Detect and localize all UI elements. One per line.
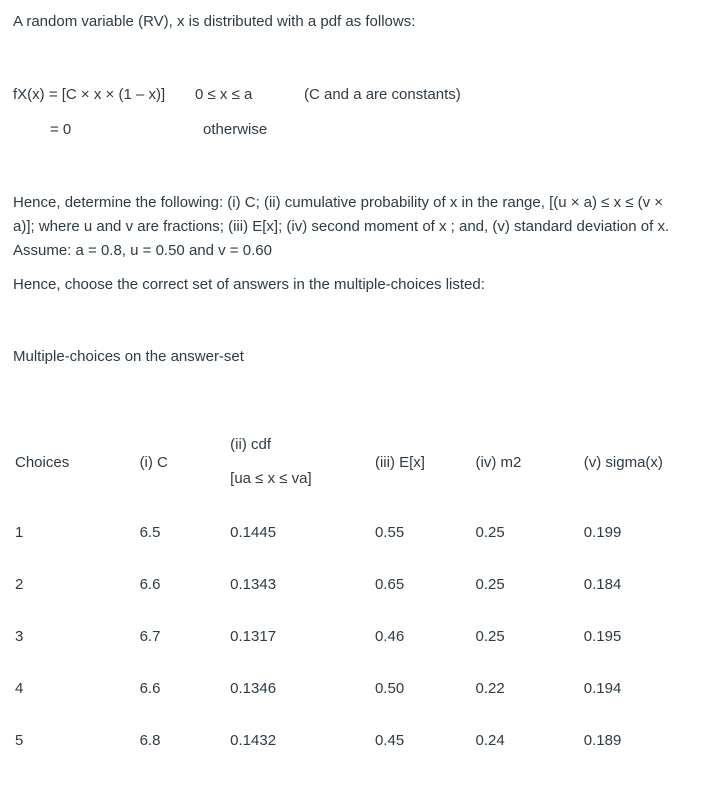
cell-choice: 5	[15, 731, 24, 749]
cell-expectation: 0.45	[374, 731, 405, 749]
header-cdf-range: [ua ≤ x ≤ va]	[230, 470, 312, 487]
cell-choice: 3	[15, 627, 24, 645]
header-cdf-title: (ii) cdf	[230, 436, 271, 453]
cell-c: 6.7	[139, 627, 161, 645]
cell-cdf: 0.1346	[230, 679, 277, 697]
cell-second-moment: 0.25	[475, 627, 505, 645]
cell-expectation: 0.46	[374, 627, 405, 645]
cell-second-moment: 0.24	[475, 731, 505, 749]
cell-second-moment: 0.25	[475, 575, 505, 593]
cell-c: 6.5	[139, 523, 161, 541]
table-row	[0, 506, 723, 558]
pdf-expression: fX(x) = [C × x × (1 – x)]	[13, 86, 166, 103]
header-expectation: (iii) E[x]	[374, 453, 425, 471]
cell-choice: 1	[15, 523, 24, 541]
cell-second-moment: 0.25	[475, 523, 505, 541]
cell-sigma: 0.195	[583, 627, 622, 645]
cell-sigma: 0.189	[583, 731, 622, 749]
table-row	[0, 714, 723, 766]
cell-c: 6.6	[139, 575, 161, 593]
cell-expectation: 0.55	[374, 523, 405, 541]
answer-choices-table	[0, 418, 723, 766]
section-title: Multiple-choices on the answer-set	[13, 348, 244, 365]
table-row	[0, 558, 723, 610]
table-row	[0, 662, 723, 714]
header-c: (i) C	[139, 453, 168, 471]
question-line-2: a)]; where u and v are fractions; (iii) E[x]; (iv) second moment of x ; and, (v) standard deviation of x.	[13, 218, 670, 235]
pdf-otherwise-range: otherwise	[203, 121, 268, 138]
cell-sigma: 0.184	[583, 575, 622, 593]
cell-c: 6.6	[139, 679, 161, 697]
cell-second-moment: 0.22	[475, 679, 505, 697]
pdf-constants-note: (C and a are constants)	[304, 86, 461, 103]
cell-cdf: 0.1317	[230, 627, 277, 645]
cell-choice: 4	[15, 679, 24, 697]
table-row	[0, 610, 723, 662]
table-header-row	[0, 418, 723, 506]
cell-expectation: 0.65	[374, 575, 405, 593]
instruction-text: Hence, choose the correct set of answers in the multiple-choices listed:	[13, 276, 485, 293]
header-second-moment: (iv) m2	[475, 453, 522, 471]
header-choices: Choices	[15, 453, 70, 471]
cell-sigma: 0.199	[583, 523, 622, 541]
cell-sigma: 0.194	[583, 679, 622, 697]
header-cdf	[230, 418, 375, 506]
cell-cdf: 0.1445	[230, 523, 277, 541]
pdf-otherwise-expression: = 0	[50, 121, 72, 138]
pdf-range: 0 ≤ x ≤ a	[195, 86, 253, 103]
cell-c: 6.8	[139, 731, 161, 749]
question-paragraph	[13, 191, 708, 263]
cell-expectation: 0.50	[374, 679, 405, 697]
header-sigma: (v) sigma(x)	[583, 453, 663, 471]
question-line-1: Hence, determine the following: (i) C; (ii) cumulative probability of x in the range, [(u × a) ≤ x ≤ (v ×	[13, 194, 664, 211]
cell-cdf: 0.1432	[230, 731, 277, 749]
cell-choice: 2	[15, 575, 24, 593]
question-assumptions: Assume: a = 0.8, u = 0.50 and v = 0.60	[13, 242, 272, 259]
cell-cdf: 0.1343	[230, 575, 277, 593]
intro-text: A random variable (RV), x is distributed with a pdf as follows:	[13, 13, 416, 30]
